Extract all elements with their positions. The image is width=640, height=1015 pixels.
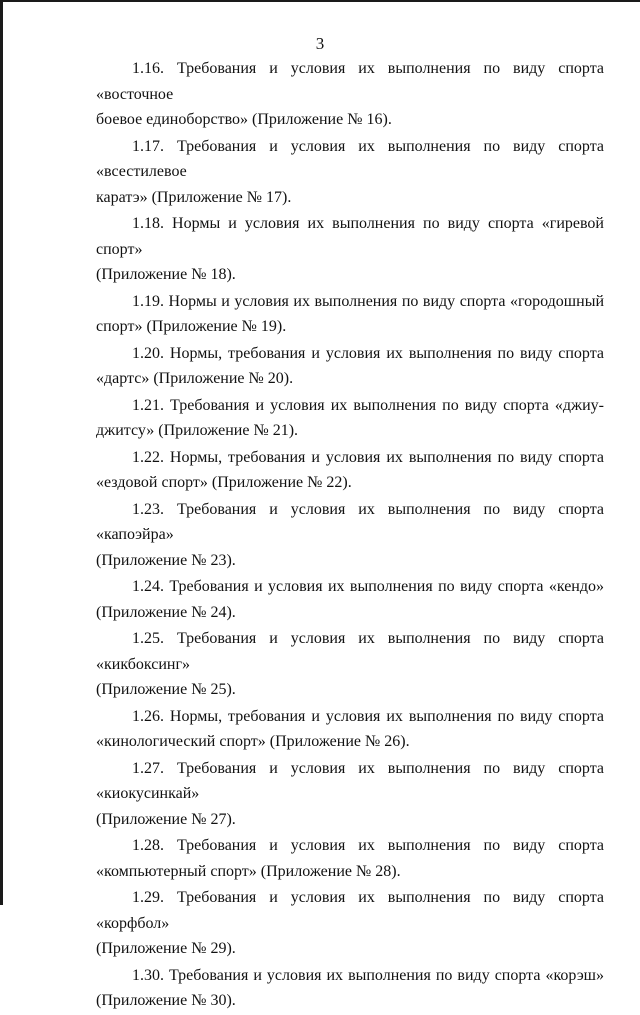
list-item-continuation: (Приложение № 18). — [96, 266, 236, 283]
list-item-continuation: (Приложение № 27). — [96, 810, 236, 828]
list-item — [96, 134, 604, 211]
list-item-first-line: 1.27. Требования и условия их выполнения по виду спорта «киокусинкай» — [96, 759, 604, 802]
list-item-first-line: 1.23. Требования и условия их выполнения по виду спорта «капоэйра» — [96, 500, 604, 543]
document-body — [96, 56, 604, 1015]
list-item-continuation: «ездовой спорт» (Приложение № 22). — [96, 474, 352, 491]
list-item — [96, 211, 604, 288]
list-item-continuation: боевое единоборство» (Приложение № 16). — [96, 111, 392, 128]
list-item — [96, 341, 604, 392]
list-item-continuation: «компьютерный спорт» (Приложение № 28). — [96, 862, 401, 880]
list-item — [96, 704, 604, 755]
list-item-first-line: 1.30. Требования и условия их выполнения по виду спорта «корэш» — [132, 966, 604, 984]
list-item-first-line: 1.17. Требования и условия их выполнения по виду спорта «всестилевое — [96, 137, 604, 180]
list-item-first-line: 1.29. Требования и условия их выполнения по виду спорта «корфбол» — [96, 889, 604, 932]
list-item-first-line: 1.16. Требования и условия их выполнения по виду спорта «восточное — [96, 60, 604, 103]
list-item — [96, 885, 604, 962]
list-item-continuation: спорт» (Приложение № 19). — [96, 318, 287, 335]
list-item — [96, 393, 604, 444]
list-item — [96, 833, 604, 884]
list-item-continuation: «дартс» (Приложение № 20). — [96, 370, 294, 387]
list-item — [96, 626, 604, 703]
scan-edge-top — [0, 0, 640, 2]
list-item — [96, 497, 604, 574]
list-item — [96, 756, 604, 833]
list-item — [96, 963, 604, 1014]
list-item-continuation: (Приложение № 23). — [96, 551, 236, 569]
list-item-first-line: 1.21. Требования и условия их выполнения по виду спорта «джиу- — [132, 396, 604, 414]
list-item-first-line: 1.18. Нормы и условия их выполнения по виду спорта «гиревой спорт» — [96, 215, 604, 258]
list-item-continuation: (Приложение № 24). — [96, 603, 236, 621]
list-item-continuation: джитсу» (Приложение № 21). — [96, 422, 299, 439]
list-item-first-line: 1.22. Нормы, требования и условия их выполнения по виду спорта — [132, 448, 604, 466]
list-item-first-line: 1.26. Нормы, требования и условия их выполнения по виду спорта — [132, 707, 604, 725]
list-item-first-line: 1.25. Требования и условия их выполнения по виду спорта «кикбоксинг» — [96, 630, 604, 673]
list-item — [96, 574, 604, 625]
scan-edge-left — [0, 0, 3, 905]
list-item-continuation: каратэ» (Приложение № 17). — [96, 188, 292, 206]
list-item — [96, 445, 604, 496]
list-item-first-line: 1.24. Требования и условия их выполнения по виду спорта «кендо» — [132, 578, 604, 595]
page-number: 3 — [315, 34, 325, 53]
list-item-continuation: (Приложение № 29). — [96, 940, 236, 957]
list-item — [96, 56, 604, 133]
list-item-continuation: (Приложение № 25). — [96, 681, 236, 698]
list-item-first-line: 1.20. Нормы, требования и условия их выполнения по виду спорта — [132, 344, 604, 362]
list-item-first-line: 1.19. Нормы и условия их выполнения по виду спорта «городошный — [132, 292, 604, 310]
list-item-continuation: «кинологический спорт» (Приложение № 26). — [96, 733, 410, 750]
list-item — [96, 289, 604, 340]
list-item-continuation: (Приложение № 30). — [96, 992, 236, 1009]
list-item-first-line: 1.28. Требования и условия их выполнения по виду спорта — [132, 837, 604, 854]
